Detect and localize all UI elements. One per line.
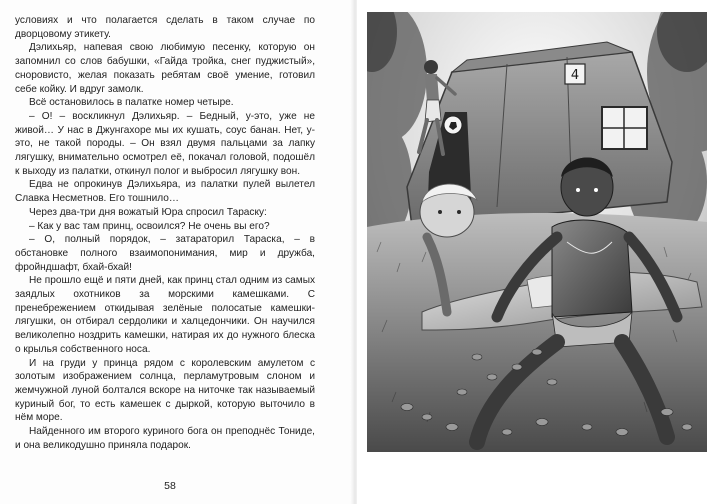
paragraph: Не прошло ещё и пяти дней, как принц стал одним из самых заядлых охотников за морскими камешками. С пренебрежением откидывая зелёные полосатые камешки-лягушки, он отбирал сердолики и халцедончики. Он научился великолепно ноздрить камешки, натирая их до нужного блеска о крылья собственного носа. [15,275,315,355]
paragraph: И на груди у принца рядом с королевским амулетом с золотым изображением солнца, перламутровым слоном и жемчужной луной болтался вскоре на ниточке так называемый куриный бог, то есть камешек с дыркой, которую выточило в нём море. [15,357,315,424]
paragraph: – О, полный порядок, – затараторил Тараска, – в обстановке полного взаимопонимания, мир и дружба, фройндшафт, бхай-бхай! [15,234,315,273]
paragraph: условиях и что полагается сделать в таком случае по дворцовому этикету. [15,15,315,40]
paragraph: – О! – воскликнул Дэлихьяр. – Бедный, у-это, уже не живой… У нас в Джунгахоре мы их кушать, соус банан. Нет, у-это, не такой породы. – Он взял двумя пальцами за лапку лягушку, внимательно осмотрел её, покачал головой, подошёл к выходу из палатки, откинул полог и выбросил лягушку вон. [15,110,315,177]
tent-number: 4 [570,68,580,83]
illustration-svg [367,12,707,452]
paragraph: Найденного им второго куриного бога он преподнёс Тониде, и она великодушно приняла подарок. [15,426,315,451]
text-column [15,14,315,453]
illustration [367,12,707,452]
right-page [357,0,714,504]
paragraph: Через два-три дня вожатый Юра спросил Тараску: [29,206,267,218]
left-page [0,0,355,504]
paragraph: Едва не опрокинув Дэлихьяра, из палатки пулей вылетел Славка Несметнов. Его тошнило… [15,179,315,205]
paragraph: – Как у вас там принц, освоился? Не очень вы его? [29,220,270,232]
paragraph: Дэлихьяр, напевая свою любимую песенку, которую он запомнил со слов бабушки, «Гайда тройка, снег пуджистый», сноровисто, желая показать ребятам своё умение, готовил себе койку. И вдруг замолк. [15,42,315,95]
page-number: 58 [164,480,176,492]
paragraph: Всё остановилось в палатке номер четыре. [29,97,234,109]
